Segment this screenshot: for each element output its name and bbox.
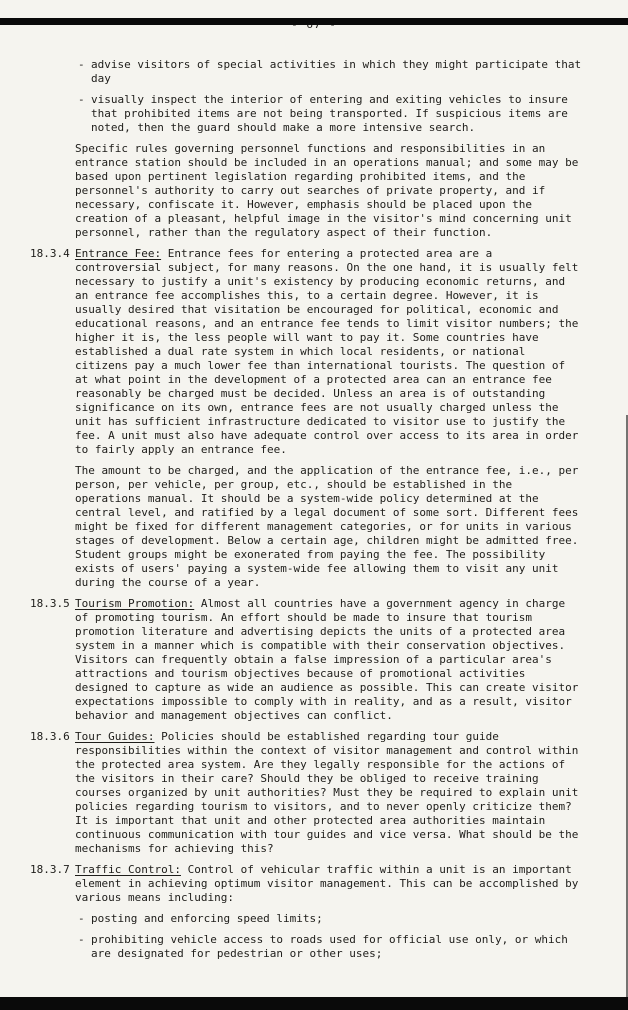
- section-traffic-control: [30, 863, 582, 912]
- scan-artifact-top: [0, 18, 628, 25]
- bullet-text: advise visitors of special activities in which they might participate that day: [91, 58, 582, 85]
- bullet-dash: -: [78, 58, 85, 71]
- paragraph: [75, 597, 582, 723]
- section-number: 18.3.4: [30, 247, 70, 260]
- bullet-dash: -: [78, 93, 85, 106]
- paragraph: Specific rules governing personnel functions and responsibilities in an entrance station should be included in an operations manual; and some may be based upon pertinent legislation regarding prohibited items, and the personnel's authority to carry out searches of private property, and if necessary, confiscate it. However, emphasis should be placed upon the creation of a pleasant, helpful image in the visitor's mind concerning unit personnel, rather than the regulatory aspect of their function.: [75, 142, 579, 239]
- bullet-dash: -: [78, 912, 85, 925]
- list-item: [78, 912, 582, 926]
- scan-artifact-bottom: [0, 997, 628, 1010]
- bullet-text: posting and enforcing speed limits;: [91, 912, 323, 925]
- section-title: Tourism Promotion:: [75, 597, 195, 610]
- section-tourism-promotion: [30, 597, 582, 730]
- section-number: 18.3.7: [30, 863, 70, 876]
- page-content: [0, 32, 628, 961]
- paragraph: [75, 730, 582, 856]
- bullet-dash: -: [78, 933, 85, 946]
- section-text: Almost all countries have a government agency in charge of promoting tourism. An effort should be made to insure that tourism promotion literature and advertising depicts the units of a protected area system in a manner which is compatible with their conservation objectives. Visitors can frequently obtain a false impression of a particular area's attractions and tourism objectives because of promotional activities designed to capture as wide an audience as possible. This can create visitor expectations impossible to comply with in reality, and as a result, visitor behavior and management objectives can conflict.: [75, 597, 579, 722]
- paragraph: [75, 863, 582, 905]
- section-entrance-fee: [30, 247, 582, 597]
- section-body: [75, 863, 582, 912]
- document-page: [0, 18, 628, 961]
- section-title: Entrance Fee:: [75, 247, 162, 260]
- section-body: [75, 730, 582, 863]
- section-text: Entrance fees for entering a protected area are a controversial subject, for many reasons. On the one hand, it is usually felt necessary to justify a unit's existency by producing economic returns, and an entrance fee accomplishes this, to a certain degree. However, it is usually desired that visitation be encouraged for political, economic and educational reasons, and an entrance fee tends to limit visitor numbers; the higher it is, the less people will want to pay it. Some countries have established a dual rate system in which local residents, or national citizens pay a much lower fee than international tourists. The question of at what point in the development of a protected area can an entrance fee reasonably be charged must be decided. Unless an area is of outstanding significance on its own, entrance fees are not usually charged unless the unit has sufficient infrastructure dedicated to visitor use to justify the fee. A unit must also have adequate control over access to its area in order to fairly apply an entrance fee.: [75, 247, 579, 456]
- list-item: [78, 58, 582, 86]
- section-text: Control of vehicular traffic within a unit is an important element in achieving optimum visitor management. This can be accomplished by various means including:: [75, 863, 579, 904]
- list-item: [78, 933, 582, 961]
- paragraph: The amount to be charged, and the application of the entrance fee, i.e., per person, per vehicle, per group, etc., should be established in the operations manual. It should be a system-wide policy determined at the central level, and ratified by a legal document of some sort. Different fees might be fixed for different management categories, or for units in various stages of development. Below a certain age, children might be admitted free. Student groups might be exonerated from paying the fee. The possibility exists of users' paying a system-wide fee allowing them to visit any unit during the course of a year.: [75, 464, 579, 589]
- section-title: Traffic Control:: [75, 863, 181, 876]
- section-title: Tour Guides:: [75, 730, 155, 743]
- bullet-text: visually inspect the interior of entering and exiting vehicles to insure that prohibited items are not being transported. If suspicious items are noted, then the guard should make a more intensive search.: [91, 93, 568, 134]
- section-tour-guides: [30, 730, 582, 863]
- list-item: [78, 93, 582, 135]
- section-body: [75, 247, 582, 597]
- bullet-text: prohibiting vehicle access to roads used for official use only, or which are designated for pedestrian or other uses;: [91, 933, 568, 960]
- paragraph: [75, 247, 582, 457]
- section-number: 18.3.5: [30, 597, 70, 610]
- section-number: 18.3.6: [30, 730, 70, 743]
- section-body: [75, 597, 582, 730]
- section-text: Policies should be established regarding tour guide responsibilities within the context of visitor management and control within the protected area system. Are they legally responsible for the actions of the visitors in their care? Should they be obliged to receive training courses organized by unit authorities? Must they be required to explain unit policies regarding tourism to visitors, and to never openly criticize them? It is important that unit and other protected area authorities maintain continuous communication with tour guides and vice versa. What should be the mechanisms for achieving this?: [75, 730, 579, 855]
